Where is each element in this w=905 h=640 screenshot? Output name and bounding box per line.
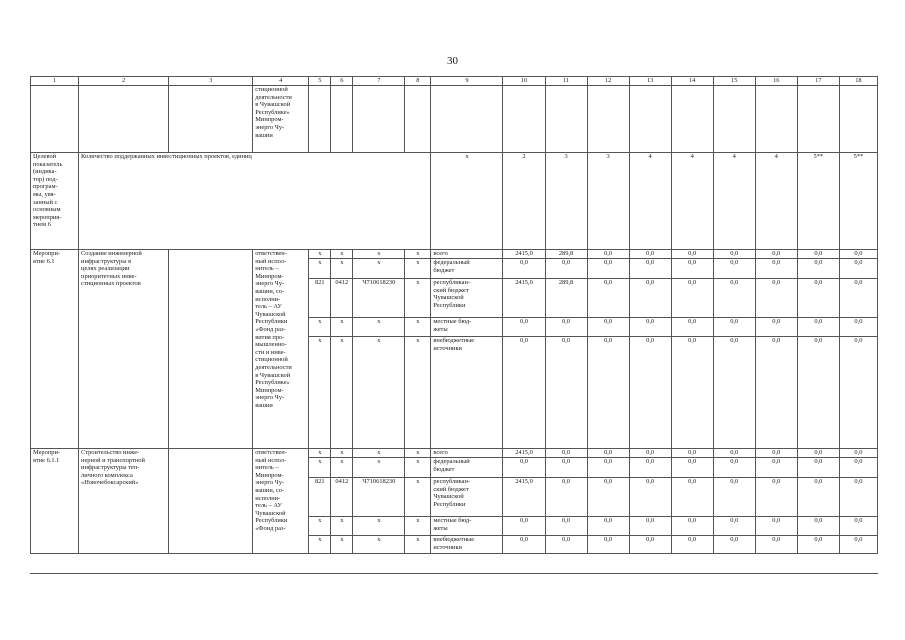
funding-value: 0,0 bbox=[587, 536, 629, 554]
header-cell: 18 bbox=[839, 77, 877, 86]
funding-value: 0,0 bbox=[671, 337, 713, 449]
funding-source: республикан- ский бюджет Чувашской Республики bbox=[431, 279, 503, 318]
funding-value: 0,0 bbox=[755, 536, 797, 554]
funding-source: местные бюд- жеты bbox=[431, 318, 503, 337]
indicator-value: 5** bbox=[797, 153, 839, 250]
indicator-col9: x bbox=[431, 153, 503, 250]
funding-value: 0,0 bbox=[545, 536, 587, 554]
funding-value: 0,0 bbox=[797, 279, 839, 318]
funding-value: 0,0 bbox=[713, 478, 755, 517]
code-cell: 821 bbox=[309, 478, 331, 517]
funding-value: 0,0 bbox=[629, 478, 671, 517]
funding-value: 0,0 bbox=[713, 449, 755, 458]
code-cell: 0412 bbox=[331, 279, 353, 318]
funding-value: 0,0 bbox=[629, 449, 671, 458]
code-cell: x bbox=[353, 318, 405, 337]
funding-value: 0,0 bbox=[503, 458, 545, 478]
header-cell: 14 bbox=[671, 77, 713, 86]
cont-cell bbox=[671, 86, 713, 153]
code-cell: x bbox=[353, 250, 405, 259]
funding-value: 0,0 bbox=[839, 536, 877, 554]
funding-value: 0,0 bbox=[629, 536, 671, 554]
funding-value: 0,0 bbox=[839, 279, 877, 318]
indicator-label: Целевой показатель (индика- тор) под- програм- мы, увя- занный с основным мероприя- тием 6 bbox=[31, 153, 79, 250]
funding-value: 0,0 bbox=[545, 478, 587, 517]
header-cell: 4 bbox=[253, 77, 309, 86]
indicator-value: 3 bbox=[587, 153, 629, 250]
header-cell: 9 bbox=[431, 77, 503, 86]
funding-value: 0,0 bbox=[629, 318, 671, 337]
header-cell: 13 bbox=[629, 77, 671, 86]
header-cell: 2 bbox=[79, 77, 169, 86]
page-bottom-line bbox=[30, 573, 878, 574]
indicator-value: 4 bbox=[671, 153, 713, 250]
header-cell: 12 bbox=[587, 77, 629, 86]
funding-value: 0,0 bbox=[839, 517, 877, 536]
funding-value: 2415,0 bbox=[503, 449, 545, 458]
code-cell: x bbox=[353, 259, 405, 279]
funding-value: 0,0 bbox=[797, 517, 839, 536]
funding-value: 0,0 bbox=[503, 517, 545, 536]
funding-value: 0,0 bbox=[755, 250, 797, 259]
indicator-row bbox=[31, 153, 878, 250]
activity-row bbox=[31, 449, 878, 458]
program-table bbox=[30, 76, 878, 554]
code-cell: Ч710618230 bbox=[353, 478, 405, 517]
funding-value: 0,0 bbox=[671, 318, 713, 337]
funding-value: 0,0 bbox=[587, 250, 629, 259]
funding-value: 0,0 bbox=[671, 449, 713, 458]
activity-empty-cell bbox=[169, 449, 253, 554]
code-cell: x bbox=[309, 458, 331, 478]
page-number: 30 bbox=[447, 55, 458, 67]
funding-value: 0,0 bbox=[713, 458, 755, 478]
code-cell: 821 bbox=[309, 279, 331, 318]
code-cell: x bbox=[405, 458, 431, 478]
funding-value: 0,0 bbox=[797, 250, 839, 259]
funding-value: 0,0 bbox=[839, 478, 877, 517]
code-cell: x bbox=[405, 536, 431, 554]
funding-value: 0,0 bbox=[503, 318, 545, 337]
code-cell: 0412 bbox=[331, 478, 353, 517]
cont-cell bbox=[169, 86, 253, 153]
code-cell: x bbox=[309, 250, 331, 259]
funding-value: 2415,0 bbox=[503, 250, 545, 259]
header-cell: 17 bbox=[797, 77, 839, 86]
funding-value: 0,0 bbox=[797, 458, 839, 478]
funding-value: 0,0 bbox=[797, 337, 839, 449]
header-cell: 6 bbox=[331, 77, 353, 86]
funding-value: 2415,0 bbox=[503, 279, 545, 318]
header-cell: 5 bbox=[309, 77, 331, 86]
funding-value: 0,0 bbox=[587, 449, 629, 458]
funding-value: 0,0 bbox=[755, 318, 797, 337]
code-cell: x bbox=[405, 250, 431, 259]
code-cell: x bbox=[309, 337, 331, 449]
code-cell: x bbox=[331, 536, 353, 554]
funding-value: 0,0 bbox=[713, 279, 755, 318]
funding-value: 0,0 bbox=[755, 517, 797, 536]
cont-cell bbox=[545, 86, 587, 153]
funding-value: 0,0 bbox=[839, 458, 877, 478]
funding-value: 0,0 bbox=[587, 259, 629, 279]
funding-value: 0,0 bbox=[587, 279, 629, 318]
funding-value: 0,0 bbox=[797, 259, 839, 279]
funding-value: 0,0 bbox=[755, 279, 797, 318]
code-cell: x bbox=[353, 449, 405, 458]
funding-source: всего bbox=[431, 449, 503, 458]
funding-source: федеральный бюджет bbox=[431, 458, 503, 478]
code-cell: x bbox=[353, 337, 405, 449]
header-cell: 7 bbox=[353, 77, 405, 86]
funding-value: 0,0 bbox=[839, 337, 877, 449]
funding-value: 0,0 bbox=[587, 337, 629, 449]
cont-cell bbox=[797, 86, 839, 153]
funding-value: 0,0 bbox=[839, 449, 877, 458]
indicator-value: 4 bbox=[713, 153, 755, 250]
header-cell: 3 bbox=[169, 77, 253, 86]
code-cell: x bbox=[353, 517, 405, 536]
funding-value: 0,0 bbox=[629, 337, 671, 449]
table-body bbox=[31, 77, 878, 554]
funding-value: 0,0 bbox=[629, 458, 671, 478]
header-cell: 1 bbox=[31, 77, 79, 86]
code-cell: x bbox=[331, 449, 353, 458]
activity-id: Меропри- ятие 6.1.1 bbox=[31, 449, 79, 554]
funding-source: всего bbox=[431, 250, 503, 259]
header-row bbox=[31, 77, 878, 86]
funding-value: 0,0 bbox=[671, 279, 713, 318]
funding-value: 0,0 bbox=[755, 478, 797, 517]
funding-value: 0,0 bbox=[587, 517, 629, 536]
cont-cell bbox=[587, 86, 629, 153]
header-cell: 15 bbox=[713, 77, 755, 86]
funding-source: внебюджетные источники bbox=[431, 536, 503, 554]
code-cell: x bbox=[331, 259, 353, 279]
code-cell: x bbox=[353, 536, 405, 554]
funding-value: 0,0 bbox=[545, 517, 587, 536]
funding-value: 0,0 bbox=[629, 250, 671, 259]
header-cell: 16 bbox=[755, 77, 797, 86]
code-cell: x bbox=[331, 318, 353, 337]
funding-value: 0,0 bbox=[713, 517, 755, 536]
continuation-row bbox=[31, 86, 878, 153]
cont-cell bbox=[503, 86, 545, 153]
funding-value: 0,0 bbox=[839, 250, 877, 259]
code-cell: x bbox=[331, 458, 353, 478]
funding-value: 0,0 bbox=[629, 517, 671, 536]
funding-value: 0,0 bbox=[797, 536, 839, 554]
funding-value: 289,8 bbox=[545, 279, 587, 318]
header-cell: 10 bbox=[503, 77, 545, 86]
funding-value: 0,0 bbox=[713, 337, 755, 449]
indicator-value: 3 bbox=[545, 153, 587, 250]
code-cell: x bbox=[331, 337, 353, 449]
cont-cell bbox=[713, 86, 755, 153]
cont-cell bbox=[431, 86, 503, 153]
cont-cell bbox=[79, 86, 169, 153]
funding-value: 0,0 bbox=[755, 449, 797, 458]
code-cell: x bbox=[405, 337, 431, 449]
funding-value: 0,0 bbox=[755, 337, 797, 449]
indicator-value: 4 bbox=[755, 153, 797, 250]
funding-source: местные бюд- жеты bbox=[431, 517, 503, 536]
funding-value: 0,0 bbox=[797, 478, 839, 517]
funding-value: 0,0 bbox=[629, 259, 671, 279]
funding-value: 0,0 bbox=[797, 318, 839, 337]
activity-name: Создание инженерной инфраструктуры в целях реализации приоритетных инве- стиционных проектов bbox=[79, 250, 169, 449]
code-cell: x bbox=[309, 449, 331, 458]
funding-source: республикан- ский бюджет Чувашской Республики bbox=[431, 478, 503, 517]
cont-cell bbox=[839, 86, 877, 153]
funding-value: 0,0 bbox=[671, 478, 713, 517]
funding-value: 289,8 bbox=[545, 250, 587, 259]
funding-value: 0,0 bbox=[755, 458, 797, 478]
funding-source: федеральный бюджет bbox=[431, 259, 503, 279]
activity-name: Строительство инже- нерной и транспортной инфраструктуры теп- личного комплекса «Новочебоксарский» bbox=[79, 449, 169, 554]
cont-cell bbox=[353, 86, 405, 153]
funding-value: 0,0 bbox=[545, 318, 587, 337]
funding-value: 0,0 bbox=[587, 478, 629, 517]
funding-value: 0,0 bbox=[839, 259, 877, 279]
funding-value: 0,0 bbox=[671, 458, 713, 478]
funding-value: 0,0 bbox=[587, 458, 629, 478]
code-cell: Ч710618230 bbox=[353, 279, 405, 318]
activity-executor: ответствен- ный испол- нитель – Минпром- энерго Чу- вашии, со- исполни- тель – АУ Чувашской Республики «Фонд раз- bbox=[253, 449, 309, 554]
funding-value: 0,0 bbox=[755, 259, 797, 279]
header-cell: 8 bbox=[405, 77, 431, 86]
cont-cell bbox=[331, 86, 353, 153]
code-cell: x bbox=[405, 259, 431, 279]
code-cell: x bbox=[309, 536, 331, 554]
funding-value: 0,0 bbox=[713, 259, 755, 279]
funding-value: 0,0 bbox=[797, 449, 839, 458]
funding-value: 0,0 bbox=[545, 449, 587, 458]
funding-value: 0,0 bbox=[503, 259, 545, 279]
code-cell: x bbox=[309, 517, 331, 536]
activity-empty-cell bbox=[169, 250, 253, 449]
code-cell: x bbox=[405, 449, 431, 458]
funding-value: 0,0 bbox=[545, 458, 587, 478]
funding-value: 0,0 bbox=[629, 279, 671, 318]
funding-value: 0,0 bbox=[671, 259, 713, 279]
executor-cell: стиционной деятельности в Чувашской Республике» Минпром- энерго Чу- вашии bbox=[253, 86, 309, 153]
code-cell: x bbox=[331, 517, 353, 536]
cont-cell bbox=[629, 86, 671, 153]
code-cell: x bbox=[353, 458, 405, 478]
code-cell: x bbox=[309, 259, 331, 279]
cont-cell bbox=[755, 86, 797, 153]
funding-value: 0,0 bbox=[587, 318, 629, 337]
cont-cell bbox=[309, 86, 331, 153]
activity-id: Меропри- ятие 6.1 bbox=[31, 250, 79, 449]
code-cell: x bbox=[405, 478, 431, 517]
funding-value: 0,0 bbox=[545, 337, 587, 449]
code-cell: x bbox=[405, 279, 431, 318]
code-cell: x bbox=[309, 318, 331, 337]
cont-cell bbox=[31, 86, 79, 153]
cont-cell bbox=[405, 86, 431, 153]
funding-value: 0,0 bbox=[545, 259, 587, 279]
funding-value: 0,0 bbox=[671, 517, 713, 536]
funding-source: внебюджетные источники bbox=[431, 337, 503, 449]
code-cell: x bbox=[331, 250, 353, 259]
funding-value: 0,0 bbox=[503, 337, 545, 449]
activity-executor: ответствен- ный испол- нитель – Минпром- энерго Чу- вашии, со- исполни- тель – АУ Чувашской Республики «Фонд раз- вития про- мышленно- сти и инве- стиционной деятельности в Чувашской Республике» Минпром- энерго Чу- вашии bbox=[253, 250, 309, 449]
funding-value: 2415,0 bbox=[503, 478, 545, 517]
funding-value: 0,0 bbox=[713, 250, 755, 259]
code-cell: x bbox=[405, 318, 431, 337]
activity-row bbox=[31, 250, 878, 259]
funding-value: 0,0 bbox=[713, 318, 755, 337]
funding-value: 0,0 bbox=[671, 250, 713, 259]
indicator-description: Количество поддержанных инвестиционных проектов, единиц bbox=[79, 153, 431, 250]
funding-value: 0,0 bbox=[503, 536, 545, 554]
code-cell: x bbox=[405, 517, 431, 536]
funding-value: 0,0 bbox=[713, 536, 755, 554]
header-cell: 11 bbox=[545, 77, 587, 86]
funding-value: 0,0 bbox=[671, 536, 713, 554]
indicator-value: 2 bbox=[503, 153, 545, 250]
indicator-value: 4 bbox=[629, 153, 671, 250]
indicator-value: 5** bbox=[839, 153, 877, 250]
funding-value: 0,0 bbox=[839, 318, 877, 337]
